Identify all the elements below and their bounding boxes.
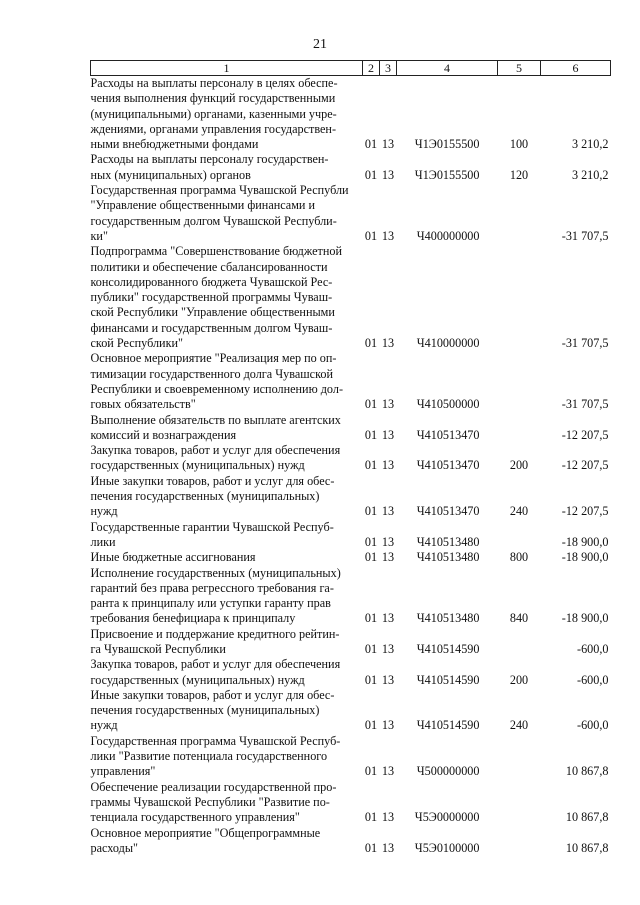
row-name (91, 244, 363, 351)
row-amount: 10 867,8 (565, 840, 609, 855)
row-name (91, 627, 363, 658)
row-amount: -18 900,0 (561, 611, 609, 626)
row-section: 01 (364, 534, 378, 549)
row-name-text: Иные закупки товаров, работ и услуг для обес- печения государственных (муниципальных) нужд (90, 687, 335, 733)
row-target-code: Ч410513470 (416, 427, 480, 442)
table-row (91, 183, 611, 244)
row-target-code: Ч410513480 (416, 550, 480, 565)
row-amount: -12 207,5 (561, 458, 609, 473)
table-row (91, 351, 611, 412)
row-target-code: Ч1Э0155500 (414, 167, 480, 182)
row-amount: -31 707,5 (561, 397, 609, 412)
row-name-text: Государственные гарантии Чувашской Респуб- лики (90, 519, 334, 549)
table-row (91, 413, 611, 444)
row-expense-type: 800 (509, 550, 529, 565)
row-name (91, 183, 363, 244)
row-name (91, 550, 363, 565)
table-body (91, 76, 611, 857)
row-amount: -18 900,0 (561, 550, 609, 565)
row-amount: -600,0 (577, 672, 609, 687)
row-section: 01 (364, 228, 378, 243)
page-number: 21 (313, 37, 327, 52)
row-amount: 3 210,2 (571, 167, 609, 182)
row-name-text: Основное мероприятие "Общепрограммные расходы" (90, 825, 321, 855)
row-name-text: Основное мероприятие "Реализация мер по оп- тимизации государственного долга Чувашской Республики и своевременному исполнению дол- говых обязательств" (90, 351, 343, 412)
table-row (91, 520, 611, 551)
row-section: 01 (364, 611, 378, 626)
row-section: 01 (364, 718, 378, 733)
row-subsection: 13 (381, 504, 395, 519)
header-col-2: 2 (363, 61, 380, 76)
row-expense-type (498, 244, 541, 351)
row-expense-type: 200 (509, 458, 529, 473)
row-section: 01 (364, 550, 378, 565)
row-name (91, 413, 363, 444)
row-expense-type: 120 (509, 167, 529, 182)
row-subsection: 13 (381, 641, 395, 656)
row-section: 01 (364, 504, 378, 519)
header-col-3: 3 (380, 61, 397, 76)
row-name (91, 734, 363, 780)
row-name (91, 474, 363, 520)
row-section: 01 (364, 397, 378, 412)
row-name-text: Выполнение обязательств по выплате агентских комиссий и вознаграждения (90, 412, 341, 442)
row-section: 01 (364, 458, 378, 473)
row-expense-type (498, 627, 541, 658)
row-target-code: Ч5Э0100000 (414, 840, 480, 855)
row-name-text: Закупка товаров, работ и услуг для обеспечения государственных (муниципальных) нужд (90, 657, 341, 687)
row-section: 01 (364, 810, 378, 825)
row-name-text: Закупка товаров, работ и услуг для обеспечения государственных (муниципальных) нужд (90, 443, 341, 473)
row-subsection: 13 (381, 718, 395, 733)
row-expense-type (498, 351, 541, 412)
table-row (91, 550, 611, 565)
row-target-code: Ч410500000 (416, 397, 480, 412)
row-subsection: 13 (381, 336, 395, 351)
row-amount: -600,0 (577, 718, 609, 733)
row-name-text: Иные закупки товаров, работ и услуг для обес- печения государственных (муниципальных) нужд (90, 473, 335, 519)
row-section: 01 (364, 672, 378, 687)
table-row (91, 474, 611, 520)
row-target-code: Ч410514590 (416, 672, 480, 687)
row-amount: -31 707,5 (561, 336, 609, 351)
row-expense-type: 840 (509, 611, 529, 626)
row-amount: -12 207,5 (561, 504, 609, 519)
row-subsection: 13 (381, 167, 395, 182)
row-target-code: Ч410513470 (416, 458, 480, 473)
row-expense-type (498, 734, 541, 780)
row-target-code: Ч410514590 (416, 641, 480, 656)
table-row (91, 76, 611, 153)
row-amount: -12 207,5 (561, 427, 609, 442)
row-name-text: Присвоение и поддержание кредитного рейтин- га Чувашской Республики (90, 626, 340, 656)
row-amount: 3 210,2 (571, 137, 609, 152)
row-name-text: Обеспечение реализации государственной про- граммы Чувашской Республики "Развитие по- тенциала государственного управления" (90, 779, 337, 825)
row-section: 01 (364, 840, 378, 855)
row-target-code: Ч400000000 (416, 228, 480, 243)
row-subsection: 13 (381, 228, 395, 243)
row-target-code: Ч500000000 (416, 764, 480, 779)
row-expense-type: 240 (509, 504, 529, 519)
row-target-code: Ч410513470 (416, 504, 480, 519)
row-name (91, 76, 363, 153)
header-row (91, 61, 611, 76)
row-section: 01 (364, 137, 378, 152)
row-expense-type: 100 (509, 137, 529, 152)
table-row (91, 443, 611, 474)
row-name (91, 566, 363, 627)
row-name-text: Подпрограмма "Совершенствование бюджетной политики и обеспечение сбалансированности консолидированного бюджета Чувашской Рес- публики" государственной программы Чуваш- ской Республики "Управление общественными финансами и государственным долгом Чуваш- ской Республики" (90, 244, 342, 351)
row-expense-type (498, 413, 541, 444)
row-amount: 10 867,8 (565, 764, 609, 779)
row-expense-type: 240 (509, 718, 529, 733)
row-expense-type: 200 (509, 672, 529, 687)
row-amount: -31 707,5 (561, 228, 609, 243)
row-name-text: Иные бюджетные ассигнования (90, 550, 256, 565)
row-subsection: 13 (381, 810, 395, 825)
row-section: 01 (364, 427, 378, 442)
row-expense-type (498, 826, 541, 857)
row-subsection: 13 (381, 534, 395, 549)
row-section: 01 (364, 764, 378, 779)
row-subsection: 13 (381, 611, 395, 626)
table-row (91, 244, 611, 351)
row-name (91, 443, 363, 474)
row-expense-type (498, 780, 541, 826)
row-expense-type (498, 183, 541, 244)
row-target-code: Ч1Э0155500 (414, 137, 480, 152)
table-row (91, 734, 611, 780)
row-expense-type (498, 520, 541, 551)
row-target-code: Ч5Э0000000 (414, 810, 480, 825)
row-name-text: Государственная программа Чувашской Республи "Управление общественными финансами и государственным долгом Чувашской Республи- ки" (90, 183, 349, 243)
row-name (91, 152, 363, 183)
table-header (91, 61, 611, 76)
row-subsection: 13 (381, 840, 395, 855)
budget-table (90, 60, 611, 856)
table-row (91, 780, 611, 826)
row-name-text: Расходы на выплаты персоналу государствен- ных (муниципальных) органов (90, 152, 329, 182)
row-amount: 10 867,8 (565, 810, 609, 825)
row-amount: -600,0 (577, 641, 609, 656)
table-row (91, 152, 611, 183)
table-row (91, 627, 611, 658)
table-row (91, 826, 611, 857)
row-subsection: 13 (381, 427, 395, 442)
row-name-text: Расходы на выплаты персоналу в целях обеспе- чения выполнения функций государственными (муниципальными) органами, казенными учре- ждениями, органами управления государствен- ными внебюджетными фондами (90, 76, 338, 152)
header-col-4: 4 (397, 61, 498, 76)
row-amount: -18 900,0 (561, 534, 609, 549)
row-target-code: Ч410514590 (416, 718, 480, 733)
header-col-1: 1 (91, 61, 363, 76)
row-name (91, 780, 363, 826)
row-subsection: 13 (381, 458, 395, 473)
row-target-code: Ч410513480 (416, 534, 480, 549)
row-target-code: Ч410513480 (416, 611, 480, 626)
row-name (91, 826, 363, 857)
table-row (91, 657, 611, 688)
row-name (91, 688, 363, 734)
header-col-6: 6 (541, 61, 611, 76)
row-name-text: Государственная программа Чувашской Респуб- лики "Развитие потенциала государственного управления" (90, 733, 341, 779)
row-name (91, 520, 363, 551)
table-row (91, 566, 611, 627)
row-name (91, 351, 363, 412)
row-name-text: Исполнение государственных (муниципальных) гарантий без права регрессного требования га- ранта к принципалу или уступки гаранту прав требования бенефициара к принципалу (90, 565, 341, 626)
table-row (91, 688, 611, 734)
row-subsection: 13 (381, 137, 395, 152)
row-section: 01 (364, 167, 378, 182)
row-subsection: 13 (381, 550, 395, 565)
header-col-5: 5 (498, 61, 541, 76)
row-section: 01 (364, 336, 378, 351)
row-name (91, 657, 363, 688)
row-subsection: 13 (381, 672, 395, 687)
row-subsection: 13 (381, 397, 395, 412)
row-section: 01 (364, 641, 378, 656)
row-target-code: Ч410000000 (416, 336, 480, 351)
row-subsection: 13 (381, 764, 395, 779)
